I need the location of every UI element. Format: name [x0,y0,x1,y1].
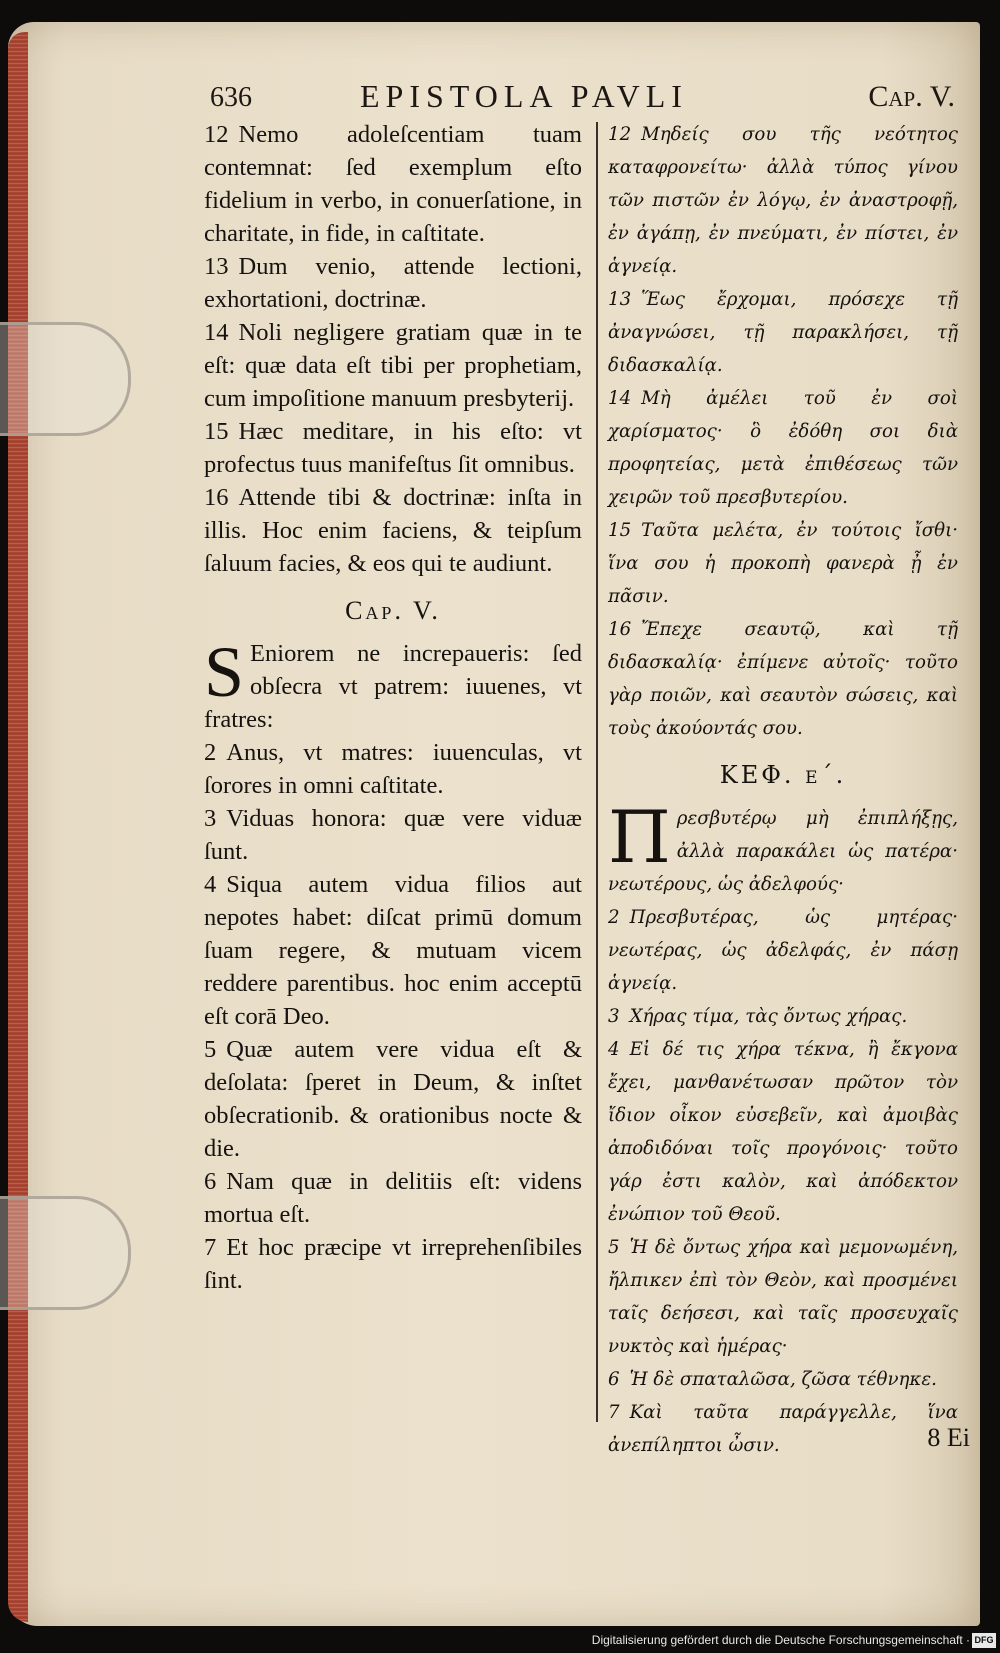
verse-text: Εἰ δέ τις χήρα τέκνα, ἢ ἔκγονα ἔχει, μανθανέτωσαν πρῶτον τὸν ἴδιον οἶκον εὐσεβεῖν, καὶ ἀμοιβὰς ἀποδιδόναι τοῖς προγόνοις· τοῦτο γάρ ἐστι καλὸν, καὶ ἀπόδεκτον ἐνώπιον τοῦ Θεοῦ. [608,1039,958,1225]
verse-text: Μὴ ἀμέλει τοῦ ἐν σοὶ χαρίσματος· ὃ ἐδόθη σοι διὰ προφητείας, μετὰ ἐπιθέσεως τῶν χειρῶν τοῦ πρεσβυτερίου. [608,388,958,508]
book-clip-bottom [0,1196,131,1310]
book-clip-top [0,322,131,436]
greek-verse-4 [608,1033,958,1231]
latin-verse-2 [204,736,582,802]
greek-verse-2 [608,901,958,1000]
verse-number: 16 [204,484,229,511]
verse-text: Ταῦτα μελέτα, ἐν τούτοις ἴσθι· ἵνα σου ἡ προκοπὴ φανερὰ ᾖ ἐν πᾶσιν. [608,520,958,607]
red-page-edge [8,32,28,1622]
running-title: EPISTOLA PAVLI [360,78,688,114]
verse-text: Quæ autem vere vidua eſt & deſolata: ſperet in Deum, & inſtet obſecrationib. & orationibus nocte & die. [204,1036,582,1162]
catchword: 8 Ei [927,1423,970,1452]
verse-text: Nam quæ in delitiis eſt: videns mortua eſt. [204,1168,582,1228]
verse-number: 2 [204,739,217,766]
funding-credit: Digitalisierung gefördert durch die Deutsche Forschungsgemeinschaft · [591,1633,970,1647]
verse-text: Χήρας τίμα, τὰς ὄντως χήρας. [629,1006,908,1027]
latin-verse-3 [204,802,582,868]
greek-verse-5 [608,1231,958,1363]
greek-verse-15 [608,514,958,613]
verse-number: 4 [608,1039,620,1060]
chapter-reference: Cap. V. [868,80,955,113]
verse-number: 14 [608,388,632,409]
latin-verse-5 [204,1033,582,1165]
latin-verse-4 [204,868,582,1033]
verse-text: Μηδείς σου τῆς νεότητος καταφρονείτω· ἀλλὰ τύπος γίνου τῶν πιστῶν ἐν λόγῳ, ἐν ἀναστροφῇ, ἐν ἀγάπῃ, ἐν πνεύματι, ἐν πίστει, ἐν ἁγνείᾳ. [608,124,958,277]
greek-verse-13 [608,283,958,382]
verse-number: 12 [608,124,632,145]
verse-text: Anus, vt matres: iuuenculas, vt ſorores in omni caſtitate. [204,739,582,799]
verse-text: Nemo adoleſcentiam tuam contemnat: ſed exemplum eſto fidelium in verbo, in conuerſatione, in charitate, in fide, in caſtitate. [204,121,582,247]
latin-chapter-heading: Cap. V. [345,596,441,625]
verse-text: Viduas honora: quæ vere viduæ ſunt. [204,805,582,865]
verse-number: 2 [608,907,620,928]
verse-number: 3 [608,1006,620,1027]
latin-verse-15 [204,415,582,481]
latin-verse-6 [204,1165,582,1231]
verse-text: Et hoc præcipe vt irreprehenſibiles ſint. [204,1234,582,1294]
verse-text: Eniorem ne increpaueris: ſed obſecra vt patrem: iuuenes, vt fratres: [204,640,582,733]
digitization-footer [0,1630,1000,1653]
greek-verse-3 [608,1000,958,1033]
drop-cap: S [204,632,245,712]
page-header [210,78,955,118]
page-number: 636 [210,82,252,113]
greek-verse-14 [608,382,958,514]
verse-text: Dum venio, attende lectioni, exhortationi, doctrinæ. [204,253,582,313]
verse-number: 7 [204,1234,217,1261]
verse-number: 13 [608,289,632,310]
verse-text: Ἔπεχε σεαυτῷ, καὶ τῇ διδασκαλίᾳ· ἐπίμενε αὐτοῖς· τοῦτο γὰρ ποιῶν, καὶ σεαυτὸν σώσεις, καὶ τοὺς ἀκούοντάς σου. [608,619,958,739]
verse-number: 7 [608,1402,620,1423]
verse-text: ρεσβυτέρῳ μὴ ἐπιπλήξῃς, ἀλλὰ παρακάλει ὡς πατέρα· νεωτέρους, ὡς ἀδελφούς· [608,808,958,895]
verse-text: Πρεσβυτέρας, ὡς μητέρας· νεωτέρας, ὡς ἀδελφάς, ἐν πάσῃ ἁγνείᾳ. [608,907,958,994]
latin-verse-14 [204,316,582,415]
greek-verse-16 [608,613,958,745]
verse-number: 4 [204,871,217,898]
latin-verse-12 [204,118,582,250]
verse-text: Siqua autem vidua filios aut nepotes habet: diſcat primū domum ſuam regere, & mutuam vicem reddere parentibus. hoc enim acceptū eſt corā Deo. [204,871,582,1030]
verse-number: 14 [204,319,229,346]
greek-verse-7 [608,1396,958,1462]
verse-number: 3 [204,805,217,832]
latin-verse-16 [204,481,582,580]
verse-text: Ἡ δὲ ὄντως χήρα καὶ μεμονωμένη, ἤλπικεν ἐπὶ τὸν Θεὸν, καὶ προσμένει ταῖς δεήσεσι, καὶ ταῖς προσευχαῖς νυκτὸς καὶ ἡμέρας· [608,1237,958,1357]
verse-number: 13 [204,253,229,280]
verse-number: 12 [204,121,229,148]
latin-verse-13 [204,250,582,316]
column-divider [596,122,598,1422]
latin-verse-7 [204,1231,582,1297]
greek-verse-12 [608,118,958,283]
verse-number: 6 [204,1168,217,1195]
verse-number: 5 [608,1237,620,1258]
verse-text: Attende tibi & doctrinæ: inſta in illis. Hoc enim faciens, & teipſum ſaluum facies, & eos qui te audiunt. [204,484,582,577]
verse-number: 6 [608,1369,620,1390]
dfg-logo: DFG [972,1633,996,1648]
drop-cap: Π [608,795,671,879]
verse-text: Noli negligere gratiam quæ in te eſt: quæ data eſt tibi per prophetiam, cum impoſitione manuum presbyterij. [204,319,582,412]
greek-verse-1 [608,795,958,901]
verse-text: Ἡ δὲ σπαταλῶσα, ζῶσα τέθνηκε. [629,1369,937,1390]
verse-text: Hæc meditare, in his eſto: vt profectus tuus manifeſtus ſit omnibus. [204,418,582,478]
latin-verse-1 [204,632,582,736]
latin-column [204,118,582,1297]
verse-text: Ἕως ἔρχομαι, πρόσεχε τῇ ἀναγνώσει, τῇ παρακλήσει, τῇ διδασκαλίᾳ. [608,289,958,376]
greek-verse-6 [608,1363,958,1396]
verse-number: 5 [204,1036,217,1063]
greek-chapter-heading: ΚΕΦ. ε΄. [719,761,847,789]
verse-text: Καὶ ταῦτα παράγγελλε, ἵνα ἀνεπίληπτοι ὦσιν. [608,1402,958,1456]
verse-number: 15 [204,418,229,445]
verse-number: 15 [608,520,632,541]
verse-number: 16 [608,619,632,640]
greek-column [608,118,958,1462]
